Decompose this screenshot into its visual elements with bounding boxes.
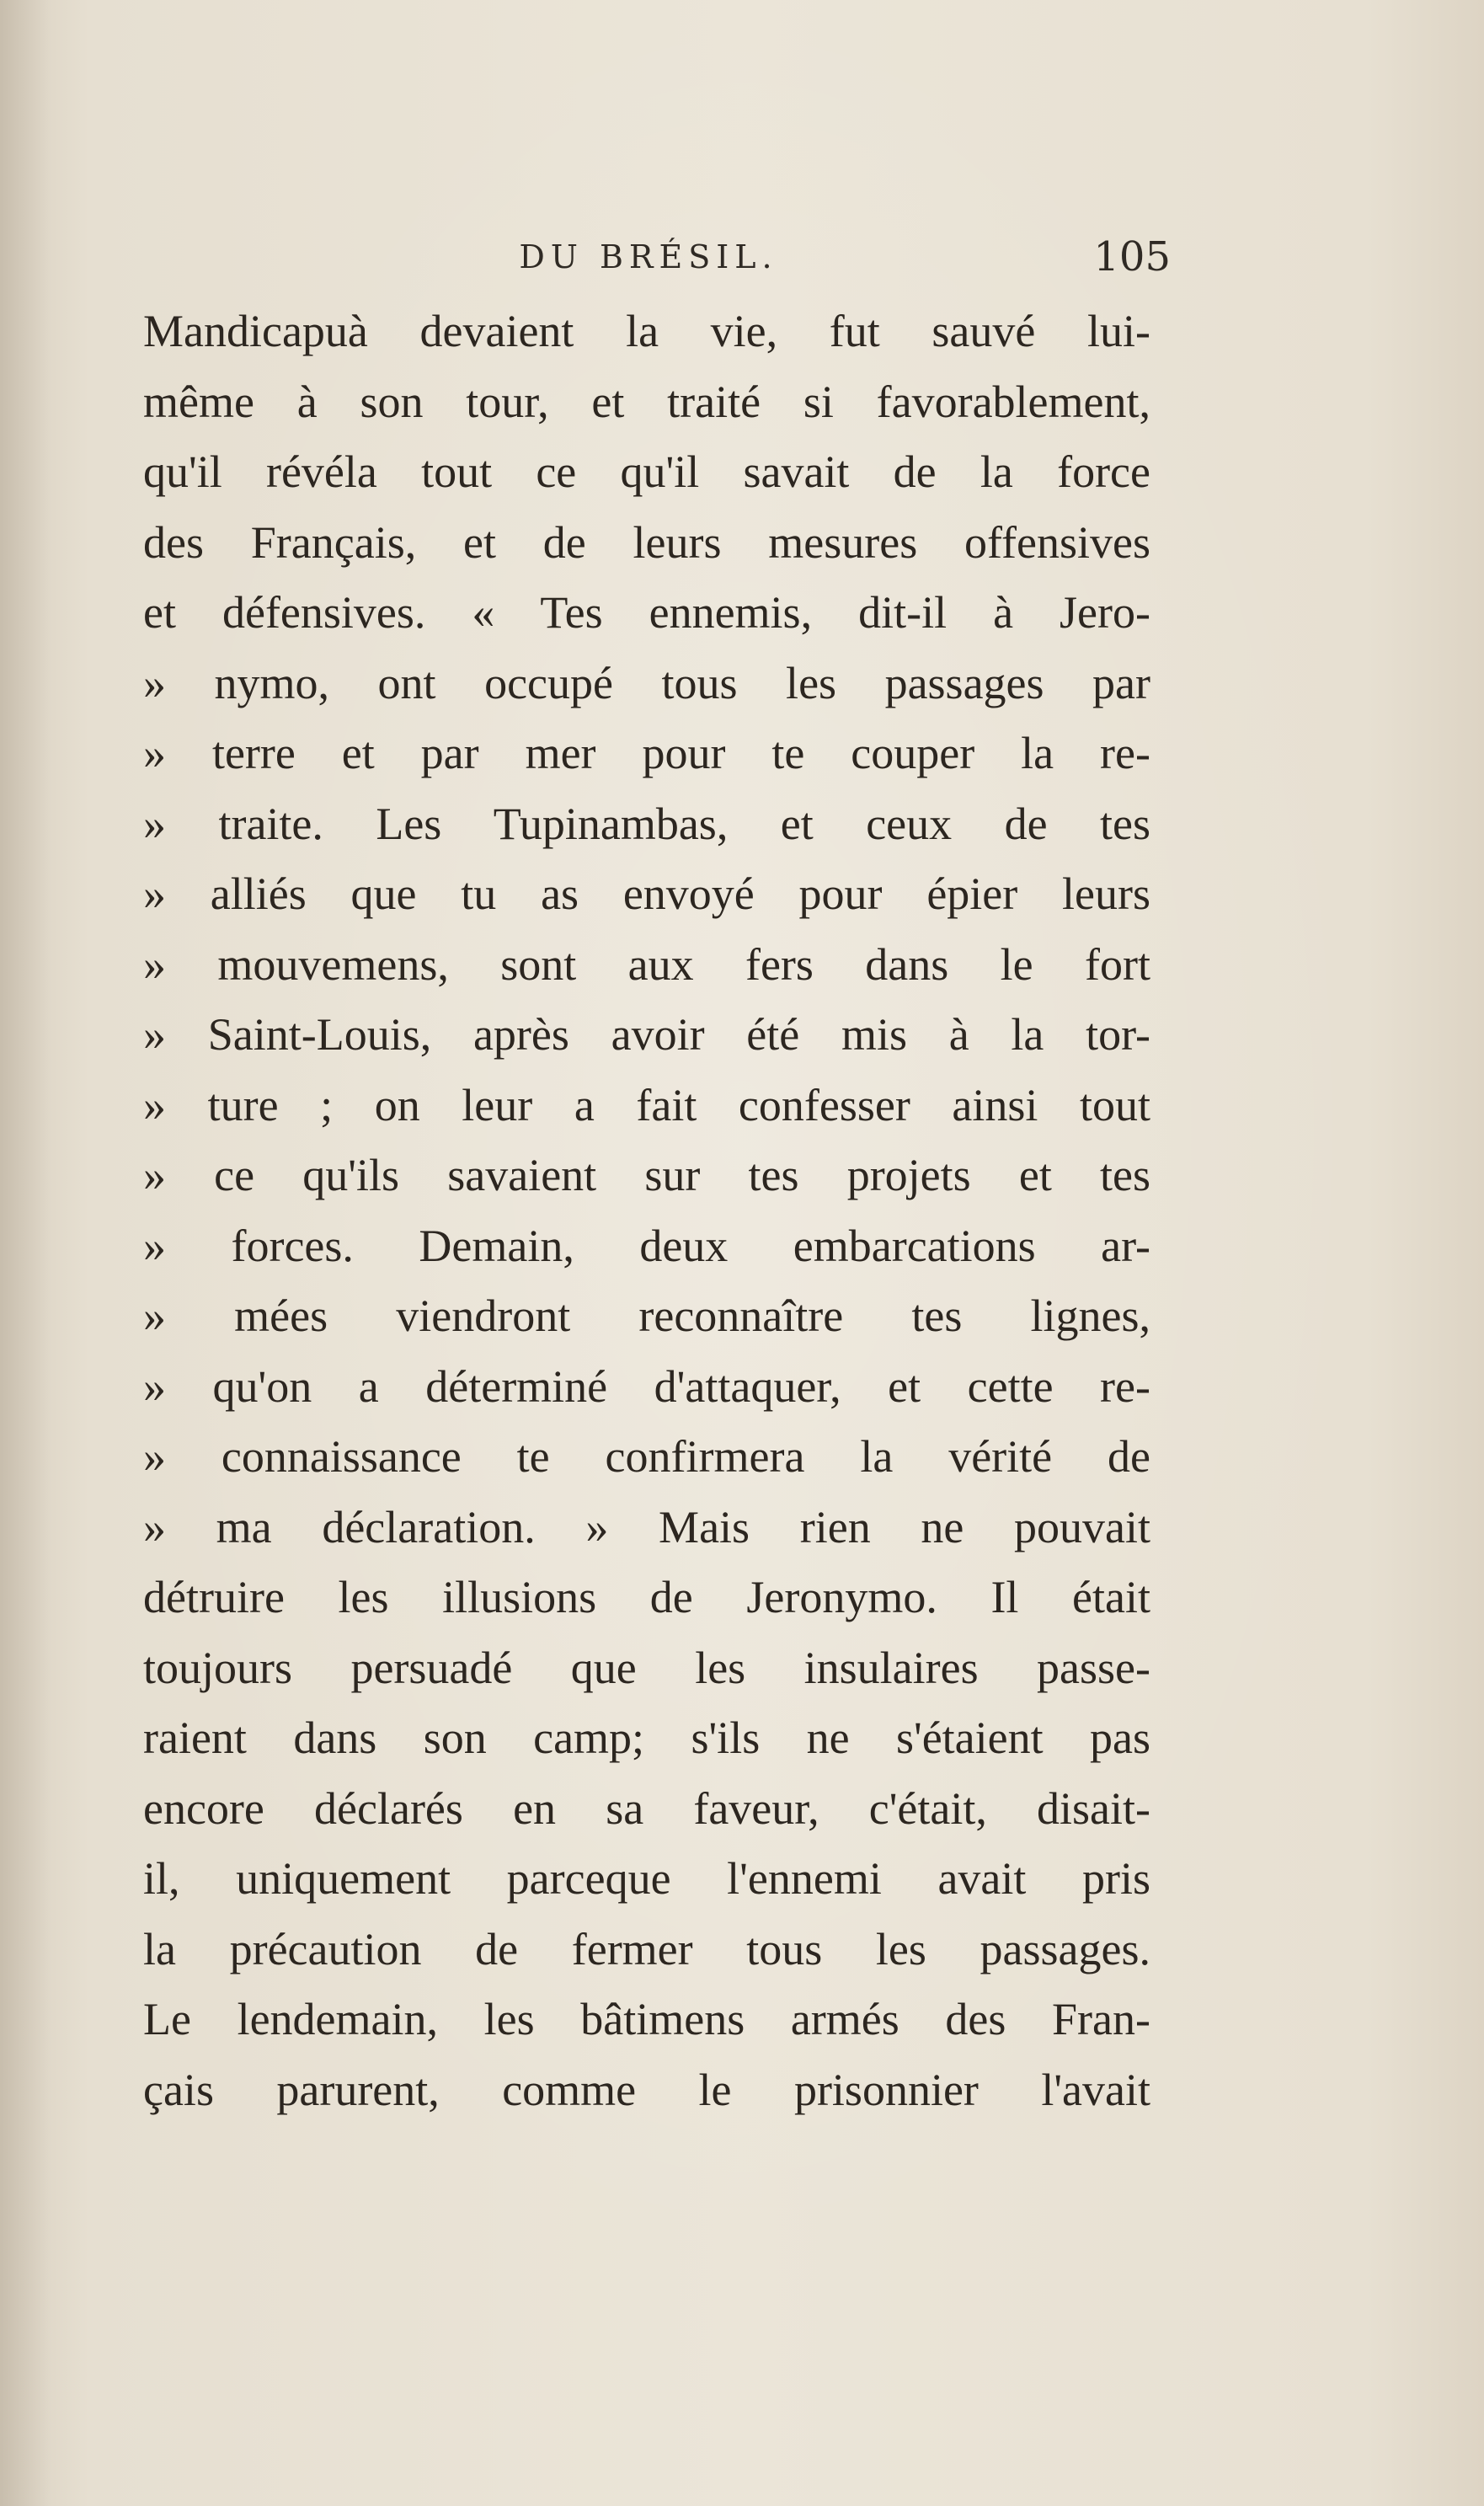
text-line: » traite. Les Tupinambas, et ceux de tes [143,798,1150,849]
running-head: DU BRÉSIL. [519,238,778,275]
text-line: et défensives. « Tes ennemis, dit-il à Jero- [143,587,1150,638]
text-line: même à son tour, et traité si favorablement, [143,376,1150,427]
text-line: encore déclarés en sa faveur, c'était, disait- [143,1782,1150,1834]
text-line: » ce qu'ils savaient sur tes projets et tes [143,1150,1150,1200]
body-text [143,297,1150,2125]
text-line: raient dans son camp; s'ils ne s'étaient pas [143,1713,1150,1763]
text-line: » ture ; on leur a fait confesser ainsi tout [143,1079,1150,1130]
text-line: » qu'on a déterminé d'attaquer, et cette re- [143,1360,1150,1412]
text-line: » mouvemens, sont aux fers dans le fort [143,938,1150,990]
text-line: qu'il révéla tout ce qu'il savait de la force [143,446,1150,497]
text-line: » alliés que tu as envoyé pour épier leurs [143,868,1150,919]
text-line: » Saint-Louis, après avoir été mis à la tor- [143,1009,1150,1060]
text-line: » terre et par mer pour te couper la re- [143,728,1150,778]
text-line: la précaution de fermer tous les passages. [143,1923,1150,1974]
page-number: 105 [1093,233,1171,281]
text-line: toujours persuadé que les insulaires passe- [143,1642,1150,1693]
text-line: Le lendemain, les bâtimens armés des Fran- [143,1994,1150,2044]
text-line: » ma déclaration. » Mais rien ne pouvait [143,1501,1150,1552]
text-line: » mées viendront reconnaître tes lignes, [143,1290,1150,1341]
text-line: Mandicapuà devaient la vie, fut sauvé lui- [143,306,1150,356]
text-line: » connaissance te confirmera la vérité de [143,1431,1150,1482]
text-line: il, uniquement parceque l'ennemi avait pris [143,1853,1150,1904]
text-line: détruire les illusions de Jeronymo. Il était [143,1572,1150,1622]
text-line: des Français, et de leurs mesures offensives [143,516,1150,568]
page-header [126,227,1171,286]
text-line: » forces. Demain, deux embarcations ar- [143,1220,1150,1271]
text-line: » nymo, ont occupé tous les passages par [143,657,1150,708]
text-line: çais parurent, comme le prisonnier l'avait [143,2064,1150,2115]
